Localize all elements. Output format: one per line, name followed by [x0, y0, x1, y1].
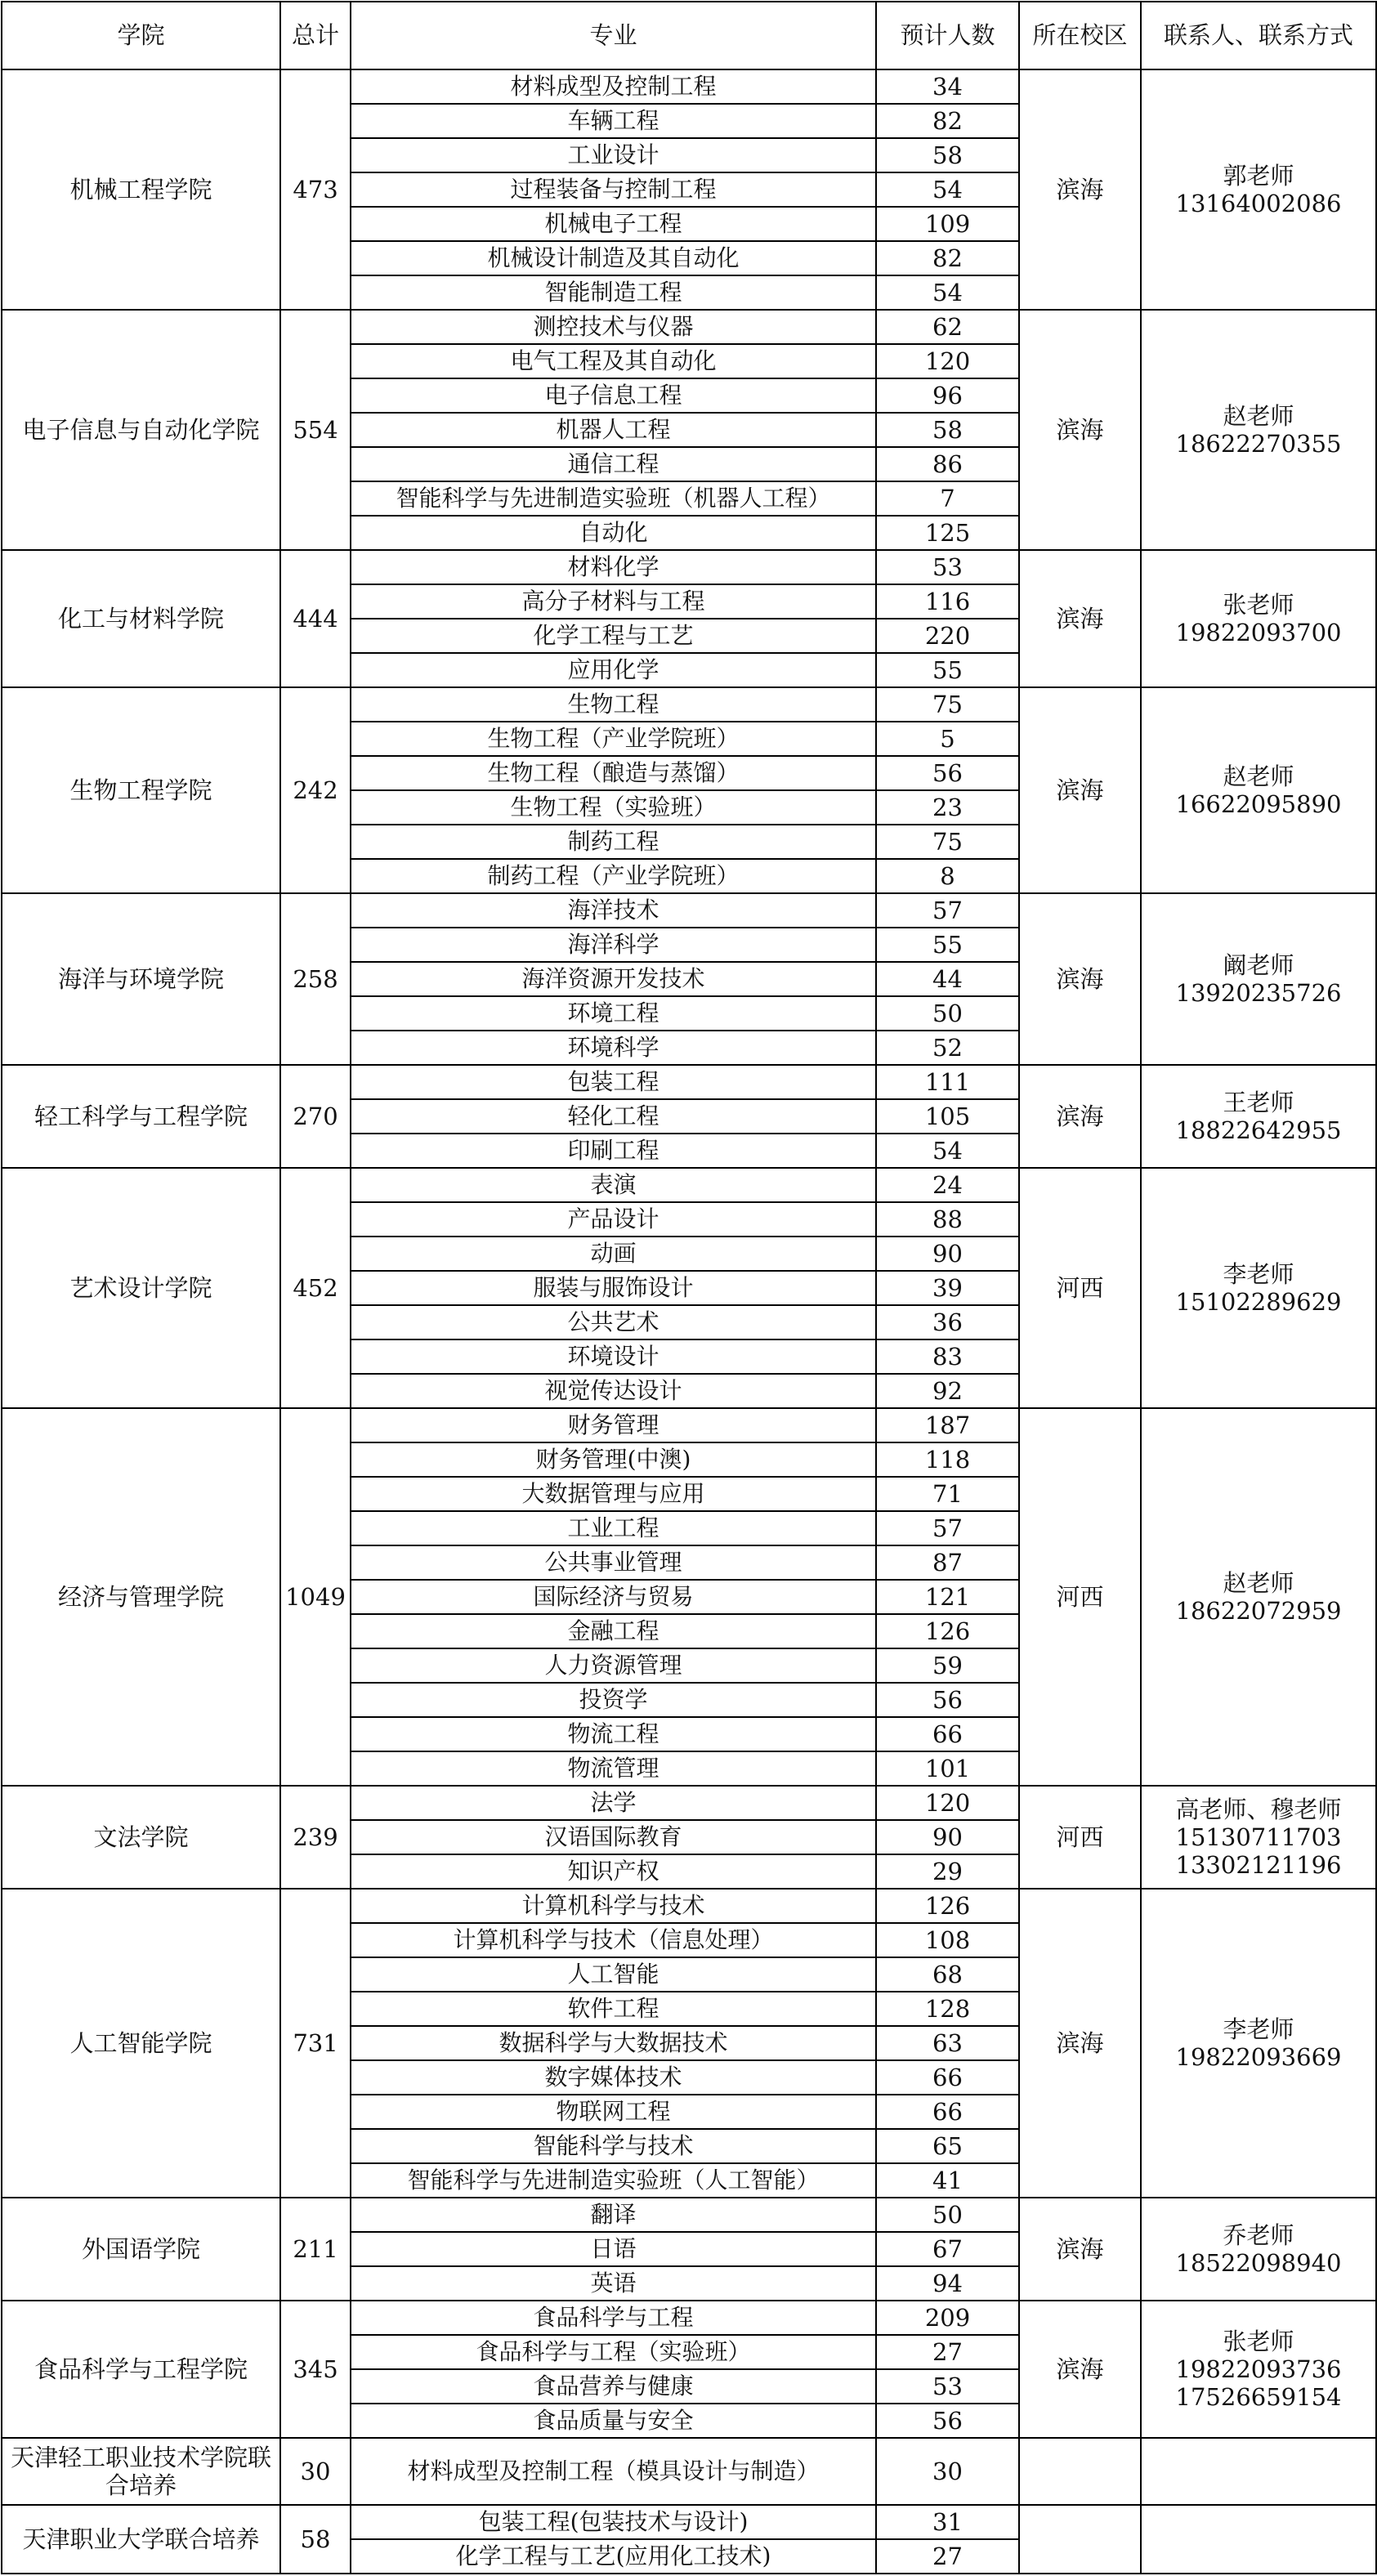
major-name: 环境工程: [351, 996, 876, 1031]
major-name: 生物工程（实验班）: [351, 790, 876, 825]
contact-person: 李老师: [1223, 2015, 1294, 2043]
college-name: 人工智能学院: [2, 1889, 280, 2198]
college-contact: [1141, 550, 1376, 687]
major-name: 自动化: [351, 516, 876, 550]
major-name: 动画: [351, 1237, 876, 1271]
major-name: 智能制造工程: [351, 275, 876, 310]
major-name: 机械电子工程: [351, 207, 876, 241]
major-name: 软件工程: [351, 1992, 876, 2026]
major-name: 食品营养与健康: [351, 2369, 876, 2404]
table-row: [2, 1408, 1376, 1442]
major-name: 财务管理(中澳): [351, 1442, 876, 1477]
college-contact: [1141, 1786, 1376, 1889]
contact-person: 张老师: [1223, 2327, 1294, 2355]
contact-phone: 13164002086: [1175, 190, 1342, 217]
header-contact: 联系人、联系方式: [1141, 2, 1376, 69]
header-college: 学院: [2, 2, 280, 69]
major-name: 服装与服饰设计: [351, 1271, 876, 1305]
major-count: 71: [876, 1477, 1019, 1511]
major-count: 53: [876, 550, 1019, 584]
college-total: 345: [280, 2301, 351, 2438]
college-campus: 滨海: [1019, 69, 1141, 310]
college-total: 452: [280, 1168, 351, 1408]
major-name: 大数据管理与应用: [351, 1477, 876, 1511]
major-count: 8: [876, 859, 1019, 893]
contact-phone: 15130711703: [1175, 1822, 1342, 1851]
major-name: 电气工程及其自动化: [351, 344, 876, 378]
major-name: 工业工程: [351, 1511, 876, 1545]
major-name: 材料化学: [351, 550, 876, 584]
major-count: 125: [876, 516, 1019, 550]
major-count: 54: [876, 275, 1019, 310]
college-campus: 河西: [1019, 1786, 1141, 1889]
contact-person: 王老师: [1223, 1088, 1294, 1116]
college-campus: 滨海: [1019, 310, 1141, 550]
major-count: 90: [876, 1820, 1019, 1854]
major-count: 66: [876, 2060, 1019, 2095]
major-name: 数字媒体技术: [351, 2060, 876, 2095]
college-name: 天津职业大学联合培养: [2, 2505, 280, 2574]
major-name: 生物工程: [351, 687, 876, 722]
contact-person: 阚老师: [1223, 950, 1294, 979]
table-row: [2, 2438, 1376, 2505]
college-total: 211: [280, 2198, 351, 2301]
contact-phone: 18622270355: [1175, 430, 1342, 458]
major-count: 118: [876, 1442, 1019, 1477]
major-count: 75: [876, 687, 1019, 722]
major-count: 34: [876, 69, 1019, 104]
college-campus: 滨海: [1019, 893, 1141, 1065]
enrollment-table: [1, 1, 1377, 2574]
major-name: 知识产权: [351, 1854, 876, 1889]
table-row: [2, 1786, 1376, 1820]
major-name: 数据科学与大数据技术: [351, 2026, 876, 2060]
college-campus: [1019, 2505, 1141, 2574]
contact-person: 张老师: [1223, 590, 1294, 619]
contact-phone: 19822093700: [1175, 619, 1342, 646]
college-contact: [1141, 2438, 1376, 2505]
major-count: 30: [876, 2438, 1019, 2505]
college-campus: 河西: [1019, 1408, 1141, 1786]
major-name: 人力资源管理: [351, 1648, 876, 1683]
major-name: 包装工程(包装技术与设计): [351, 2505, 876, 2539]
major-name: 国际经济与贸易: [351, 1580, 876, 1614]
college-name: 外国语学院: [2, 2198, 280, 2301]
college-name: 海洋与环境学院: [2, 893, 280, 1065]
major-name: 化学工程与工艺: [351, 619, 876, 653]
major-name: 日语: [351, 2232, 876, 2266]
college-contact: [1141, 2505, 1376, 2574]
major-name: 视觉传达设计: [351, 1374, 876, 1408]
major-name: 材料成型及控制工程（模具设计与制造）: [351, 2438, 876, 2505]
major-count: 111: [876, 1065, 1019, 1099]
major-name: 翻译: [351, 2198, 876, 2232]
major-count: 86: [876, 447, 1019, 481]
contact-person: 赵老师: [1223, 401, 1294, 430]
major-count: 83: [876, 1339, 1019, 1374]
table-row: [2, 310, 1376, 344]
college-contact: [1141, 2198, 1376, 2301]
college-contact: [1141, 310, 1376, 550]
major-name: 生物工程（酿造与蒸馏）: [351, 756, 876, 790]
major-count: 116: [876, 584, 1019, 619]
header-row: [2, 2, 1376, 69]
major-name: 公共事业管理: [351, 1545, 876, 1580]
major-count: 109: [876, 207, 1019, 241]
major-name: 公共艺术: [351, 1305, 876, 1339]
major-count: 23: [876, 790, 1019, 825]
college-name: 机械工程学院: [2, 69, 280, 310]
college-name: 天津轻工职业技术学院联合培养: [2, 2438, 280, 2505]
major-name: 海洋资源开发技术: [351, 962, 876, 996]
major-count: 209: [876, 2301, 1019, 2335]
major-name: 机器人工程: [351, 413, 876, 447]
table-row: [2, 1889, 1376, 1923]
college-total: 473: [280, 69, 351, 310]
college-name: 文法学院: [2, 1786, 280, 1889]
major-count: 27: [876, 2335, 1019, 2369]
major-name: 轻化工程: [351, 1099, 876, 1134]
major-name: 海洋技术: [351, 893, 876, 928]
contact-person: 高老师、穆老师: [1175, 1795, 1342, 1823]
college-contact: [1141, 1889, 1376, 2198]
college-campus: [1019, 2438, 1141, 2505]
major-name: 物流工程: [351, 1717, 876, 1751]
contact-phone: 18822642955: [1175, 1116, 1342, 1144]
major-name: 应用化学: [351, 653, 876, 687]
contact-phone: 13920235726: [1175, 979, 1342, 1007]
major-count: 5: [876, 722, 1019, 756]
major-name: 制药工程: [351, 825, 876, 859]
major-count: 121: [876, 1580, 1019, 1614]
major-count: 27: [876, 2539, 1019, 2574]
major-count: 59: [876, 1648, 1019, 1683]
major-name: 海洋科学: [351, 928, 876, 962]
major-name: 环境科学: [351, 1031, 876, 1065]
major-count: 120: [876, 344, 1019, 378]
college-total: 1049: [280, 1408, 351, 1786]
college-campus: 滨海: [1019, 2301, 1141, 2438]
contact-phone: 19822093669: [1175, 2043, 1342, 2071]
major-name: 财务管理: [351, 1408, 876, 1442]
major-count: 66: [876, 1717, 1019, 1751]
table-body: [2, 69, 1376, 2574]
major-count: 29: [876, 1854, 1019, 1889]
major-count: 92: [876, 1374, 1019, 1408]
major-count: 53: [876, 2369, 1019, 2404]
major-count: 67: [876, 2232, 1019, 2266]
college-contact: [1141, 1168, 1376, 1408]
contact-phone: 18522098940: [1175, 2249, 1342, 2277]
major-count: 36: [876, 1305, 1019, 1339]
college-contact: [1141, 687, 1376, 893]
major-name: 高分子材料与工程: [351, 584, 876, 619]
college-campus: 滨海: [1019, 550, 1141, 687]
contact-person: 赵老师: [1223, 1568, 1294, 1597]
contact-phone: 17526659154: [1175, 2383, 1342, 2412]
major-count: 54: [876, 172, 1019, 207]
major-count: 58: [876, 138, 1019, 172]
major-name: 包装工程: [351, 1065, 876, 1099]
major-name: 电子信息工程: [351, 378, 876, 413]
table-row: [2, 2505, 1376, 2539]
major-count: 128: [876, 1992, 1019, 2026]
major-name: 英语: [351, 2266, 876, 2301]
college-total: 58: [280, 2505, 351, 2574]
major-count: 105: [876, 1099, 1019, 1134]
table-row: [2, 1065, 1376, 1099]
major-name: 产品设计: [351, 1202, 876, 1237]
major-name: 制药工程（产业学院班）: [351, 859, 876, 893]
header-total: 总计: [280, 2, 351, 69]
major-count: 87: [876, 1545, 1019, 1580]
college-total: 258: [280, 893, 351, 1065]
contact-person: 郭老师: [1223, 161, 1294, 190]
major-count: 52: [876, 1031, 1019, 1065]
major-name: 法学: [351, 1786, 876, 1820]
major-name: 测控技术与仪器: [351, 310, 876, 344]
college-total: 270: [280, 1065, 351, 1168]
college-total: 554: [280, 310, 351, 550]
major-count: 101: [876, 1751, 1019, 1786]
contact-phone: 18622072959: [1175, 1597, 1342, 1625]
major-name: 智能科学与先进制造实验班（机器人工程）: [351, 481, 876, 516]
contact-person: 赵老师: [1223, 762, 1294, 790]
college-name: 食品科学与工程学院: [2, 2301, 280, 2438]
college-contact: [1141, 893, 1376, 1065]
college-total: 731: [280, 1889, 351, 2198]
major-count: 220: [876, 619, 1019, 653]
table-row: [2, 2198, 1376, 2232]
contact-person: 李老师: [1223, 1259, 1294, 1288]
college-name: 轻工科学与工程学院: [2, 1065, 280, 1168]
major-count: 50: [876, 996, 1019, 1031]
major-count: 39: [876, 1271, 1019, 1305]
major-count: 75: [876, 825, 1019, 859]
major-name: 金融工程: [351, 1614, 876, 1648]
table-row: [2, 2301, 1376, 2335]
major-count: 68: [876, 1957, 1019, 1992]
college-contact: [1141, 69, 1376, 310]
major-name: 汉语国际教育: [351, 1820, 876, 1854]
major-count: 94: [876, 2266, 1019, 2301]
major-count: 66: [876, 2095, 1019, 2129]
major-count: 58: [876, 413, 1019, 447]
major-name: 人工智能: [351, 1957, 876, 1992]
major-count: 65: [876, 2129, 1019, 2163]
major-count: 57: [876, 893, 1019, 928]
major-name: 材料成型及控制工程: [351, 69, 876, 104]
major-name: 物联网工程: [351, 2095, 876, 2129]
major-count: 108: [876, 1923, 1019, 1957]
college-name: 生物工程学院: [2, 687, 280, 893]
major-name: 食品科学与工程: [351, 2301, 876, 2335]
major-count: 56: [876, 2404, 1019, 2438]
major-name: 计算机科学与技术（信息处理）: [351, 1923, 876, 1957]
major-count: 50: [876, 2198, 1019, 2232]
college-campus: 滨海: [1019, 1065, 1141, 1168]
contact-phone: 19822093736: [1175, 2355, 1342, 2383]
major-count: 54: [876, 1134, 1019, 1168]
college-contact: [1141, 2301, 1376, 2438]
major-count: 7: [876, 481, 1019, 516]
major-count: 56: [876, 1683, 1019, 1717]
college-total: 242: [280, 687, 351, 893]
major-count: 57: [876, 1511, 1019, 1545]
major-count: 82: [876, 241, 1019, 275]
major-name: 投资学: [351, 1683, 876, 1717]
major-name: 物流管理: [351, 1751, 876, 1786]
college-total: 444: [280, 550, 351, 687]
college-name: 化工与材料学院: [2, 550, 280, 687]
major-count: 63: [876, 2026, 1019, 2060]
major-name: 化学工程与工艺(应用化工技术): [351, 2539, 876, 2574]
major-count: 82: [876, 104, 1019, 138]
major-name: 智能科学与先进制造实验班（人工智能）: [351, 2163, 876, 2198]
table-row: [2, 893, 1376, 928]
header-major: 专业: [351, 2, 876, 69]
major-name: 环境设计: [351, 1339, 876, 1374]
major-name: 过程装备与控制工程: [351, 172, 876, 207]
major-count: 44: [876, 962, 1019, 996]
contact-phone: 13302121196: [1175, 1851, 1342, 1880]
major-count: 187: [876, 1408, 1019, 1442]
table-row: [2, 69, 1376, 104]
major-count: 55: [876, 653, 1019, 687]
major-count: 126: [876, 1614, 1019, 1648]
major-count: 41: [876, 2163, 1019, 2198]
major-count: 55: [876, 928, 1019, 962]
major-count: 62: [876, 310, 1019, 344]
college-name: 电子信息与自动化学院: [2, 310, 280, 550]
major-count: 24: [876, 1168, 1019, 1202]
college-campus: 滨海: [1019, 2198, 1141, 2301]
major-name: 印刷工程: [351, 1134, 876, 1168]
contact-phone: 16622095890: [1175, 790, 1342, 818]
table-row: [2, 687, 1376, 722]
major-name: 生物工程（产业学院班）: [351, 722, 876, 756]
college-total: 30: [280, 2438, 351, 2505]
contact-phone: 15102289629: [1175, 1288, 1342, 1316]
major-name: 车辆工程: [351, 104, 876, 138]
major-count: 120: [876, 1786, 1019, 1820]
major-name: 机械设计制造及其自动化: [351, 241, 876, 275]
header-campus: 所在校区: [1019, 2, 1141, 69]
college-campus: 滨海: [1019, 687, 1141, 893]
college-contact: [1141, 1065, 1376, 1168]
major-name: 表演: [351, 1168, 876, 1202]
major-count: 90: [876, 1237, 1019, 1271]
college-total: 239: [280, 1786, 351, 1889]
major-count: 88: [876, 1202, 1019, 1237]
major-count: 56: [876, 756, 1019, 790]
college-campus: 河西: [1019, 1168, 1141, 1408]
college-name: 经济与管理学院: [2, 1408, 280, 1786]
major-name: 智能科学与技术: [351, 2129, 876, 2163]
major-name: 食品质量与安全: [351, 2404, 876, 2438]
table-row: [2, 550, 1376, 584]
major-count: 126: [876, 1889, 1019, 1923]
contact-person: 乔老师: [1223, 2220, 1294, 2249]
major-count: 31: [876, 2505, 1019, 2539]
header-count: 预计人数: [876, 2, 1019, 69]
major-name: 计算机科学与技术: [351, 1889, 876, 1923]
major-name: 工业设计: [351, 138, 876, 172]
major-name: 食品科学与工程（实验班）: [351, 2335, 876, 2369]
college-campus: 滨海: [1019, 1889, 1141, 2198]
major-count: 96: [876, 378, 1019, 413]
major-name: 通信工程: [351, 447, 876, 481]
table-row: [2, 1168, 1376, 1202]
college-name: 艺术设计学院: [2, 1168, 280, 1408]
college-contact: [1141, 1408, 1376, 1786]
